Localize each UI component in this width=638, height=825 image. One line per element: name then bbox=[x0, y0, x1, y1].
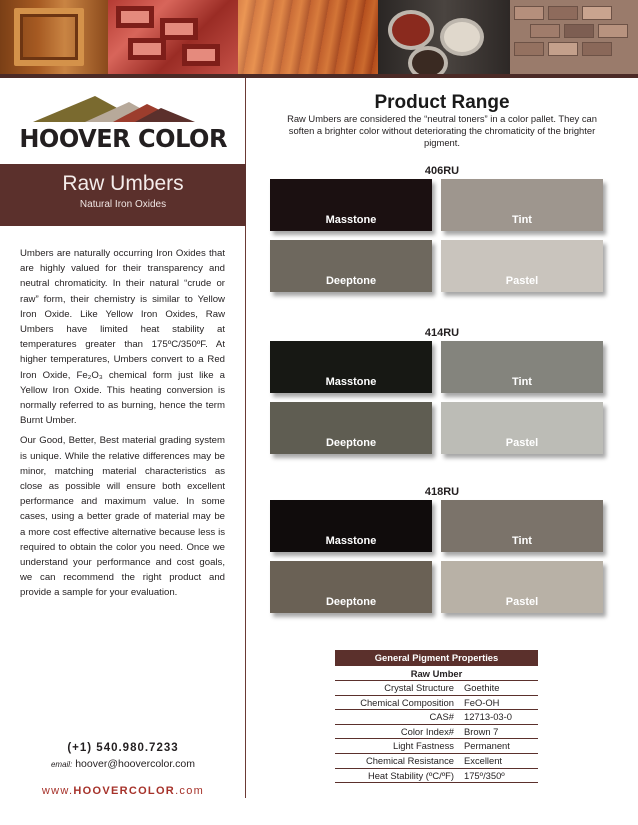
email-line bbox=[0, 758, 246, 770]
property-name: Chemical Resistance bbox=[365, 754, 454, 766]
banner-wood-image bbox=[0, 0, 108, 74]
section-heading: Product Range bbox=[374, 92, 510, 113]
swatch-pastel bbox=[441, 561, 603, 613]
email-link[interactable]: hoover@hoovercolor.com bbox=[75, 758, 196, 770]
banner-paint-cans-image bbox=[378, 0, 510, 74]
product-code: 406RU bbox=[424, 165, 460, 177]
swatch-label: Tint bbox=[512, 535, 532, 547]
banner-roof-tiles-image bbox=[238, 0, 378, 74]
property-name: CAS# bbox=[429, 711, 454, 723]
email-label: email: bbox=[50, 760, 73, 769]
pigment-properties-table bbox=[335, 650, 538, 783]
property-value: Excellent bbox=[464, 754, 503, 766]
table-header: General Pigment Properties bbox=[335, 650, 538, 666]
property-name: Chemical Composition bbox=[360, 696, 454, 708]
banner-steel-tubes-image bbox=[108, 0, 238, 74]
phone-number[interactable]: (+1) 540.980.7233 bbox=[67, 742, 179, 754]
sidebar bbox=[0, 78, 246, 800]
website-link[interactable] bbox=[0, 785, 246, 797]
product-title-band bbox=[0, 164, 246, 226]
product-code: 418RU bbox=[424, 486, 460, 498]
property-value: Goethite bbox=[464, 682, 500, 693]
main-content bbox=[246, 78, 638, 818]
product-code: 414RU bbox=[424, 327, 460, 339]
swatch-label: Pastel bbox=[505, 275, 539, 287]
property-value: Permanent bbox=[464, 740, 510, 752]
swatch-deeptone bbox=[270, 561, 432, 613]
description-paragraph: Umbers are naturally occurring Iron Oxides that are highly valued for their transparency and neutral chromaticity. In their natural “crude or raw” form, their chemistry is similar to Yellow Iron Oxide. Like Yellow Iron Oxides, Raw Umbers have limited heat stability at temperatures greater than 175ºC/350ºF. At higher temperatures, Umbers convert to a Red Iron Oxide, Fe₂O₃ chemical form just like a Yellow Iron Oxide. This heating conversion is normally referred to as burning, hence the term Burnt Umber. bbox=[20, 248, 225, 427]
property-value: FeO-OH bbox=[464, 696, 500, 708]
swatch-pastel bbox=[441, 402, 603, 454]
table-row bbox=[335, 681, 538, 696]
property-value: 12713-03-0 bbox=[464, 711, 512, 723]
swatch-label: Masstone bbox=[325, 535, 377, 547]
property-name: Heat Stability (ºC/ºF) bbox=[367, 769, 454, 781]
property-value: 175º/350º bbox=[464, 769, 505, 781]
contact-block bbox=[0, 742, 246, 770]
section-intro: Raw Umbers are considered the “neutral toners” in a color pallet. They can soften a brighter color without deteriorating the chromaticity of the brighter pigment. bbox=[287, 113, 597, 148]
table-row bbox=[335, 696, 538, 711]
swatch-label: Deeptone bbox=[325, 275, 377, 287]
swatch-label: Deeptone bbox=[325, 596, 377, 608]
swatch-masstone bbox=[270, 341, 432, 393]
property-name: Crystal Structure bbox=[384, 682, 454, 693]
logo-wordmark: HOOVER COLOR bbox=[19, 124, 227, 153]
swatch-label: Pastel bbox=[505, 437, 539, 449]
description bbox=[20, 246, 225, 606]
swatch-deeptone bbox=[270, 240, 432, 292]
swatch-label: Tint bbox=[512, 214, 532, 226]
swatch-masstone bbox=[270, 179, 432, 231]
hoover-color-logo bbox=[15, 92, 231, 162]
website-main: HOOVERCOLOR bbox=[73, 785, 176, 797]
page-subtitle: Natural Iron Oxides bbox=[79, 199, 167, 210]
property-name: Light Fastness bbox=[393, 740, 454, 752]
swatch-tint bbox=[441, 500, 603, 552]
table-row bbox=[335, 754, 538, 769]
table-row bbox=[335, 710, 538, 725]
swatch-tint bbox=[441, 179, 603, 231]
page-title: Raw Umbers bbox=[62, 172, 184, 195]
swatch-masstone bbox=[270, 500, 432, 552]
swatch-label: Pastel bbox=[505, 596, 539, 608]
swatch-label: Deeptone bbox=[325, 437, 377, 449]
swatch-label: Tint bbox=[512, 376, 532, 388]
table-row bbox=[335, 769, 538, 784]
table-subheader: Raw Umber bbox=[335, 666, 538, 681]
website-prefix: www. bbox=[41, 785, 74, 797]
swatch-label: Masstone bbox=[325, 214, 377, 226]
banner-pavers-image bbox=[510, 0, 638, 74]
swatch-pastel bbox=[441, 240, 603, 292]
property-value: Brown 7 bbox=[464, 725, 499, 737]
swatch-tint bbox=[441, 341, 603, 393]
table-row bbox=[335, 725, 538, 740]
table-row bbox=[335, 739, 538, 754]
swatch-deeptone bbox=[270, 402, 432, 454]
logo-roof-icon bbox=[15, 92, 231, 126]
property-name: Color Index# bbox=[400, 725, 454, 737]
website-suffix: .com bbox=[175, 785, 205, 797]
swatch-label: Masstone bbox=[325, 376, 377, 388]
description-paragraph: Our Good, Better, Best material grading system is unique. While the relative differences may be minor, matching material characteristics as close as possible will ensure both excellent performance and maximum value. In some cases, using a better grade of material may be a more cost effective alternative because less is required to obtain the color you need. Once we understand your performance and cost goals, we can recommend the right product and provide a sample for your evaluation. bbox=[20, 435, 225, 599]
header-banner bbox=[0, 0, 638, 78]
